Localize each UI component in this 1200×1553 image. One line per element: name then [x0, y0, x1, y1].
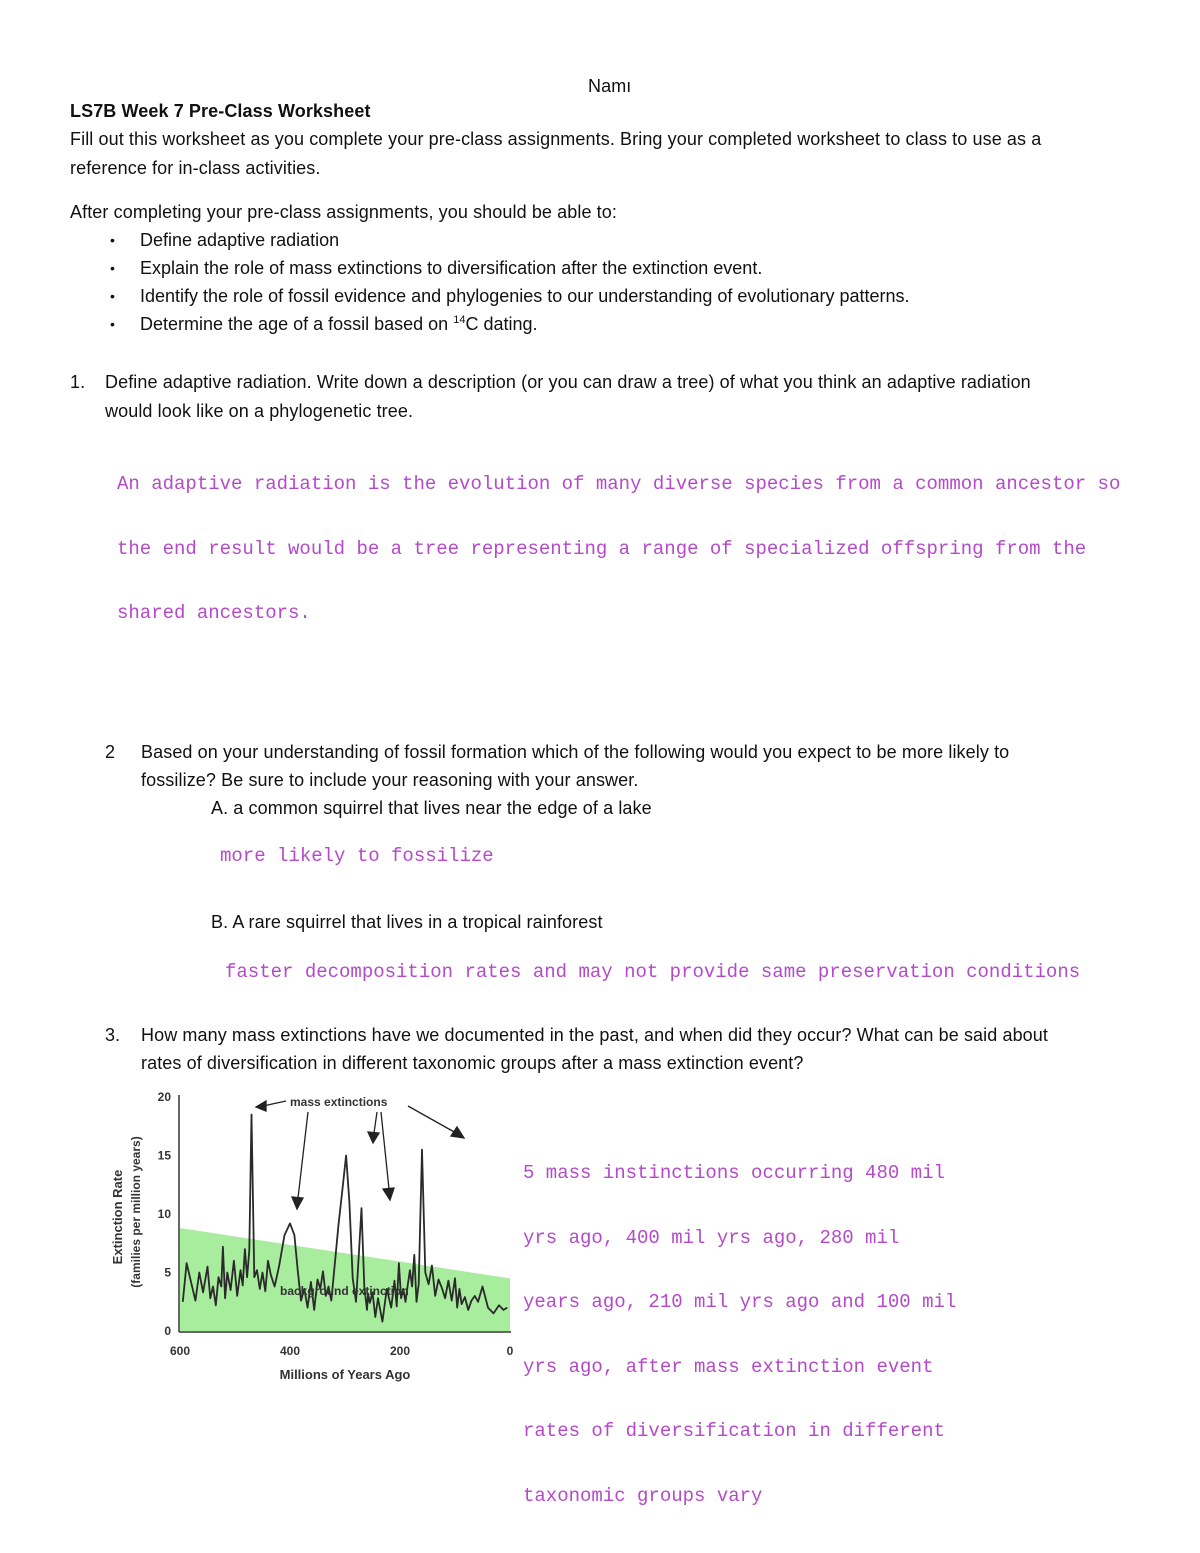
q2-answer-a[interactable]: more likely to fossilize [220, 845, 494, 867]
extinction-rate-chart [100, 1085, 530, 1390]
q1-line-1: Define adaptive radiation. Write down a description (or you can draw a tree) of what you think an adaptive radiation [105, 372, 1031, 392]
arrow-head [256, 1101, 266, 1111]
arrow-line [381, 1112, 389, 1189]
objective-item: • Determine the age of a fossil based on $^{14}$C dating. [110, 314, 538, 334]
arrow-head [368, 1132, 379, 1143]
y-tick-label: 15 [157, 1148, 171, 1163]
x-tick-labels [170, 1344, 514, 1358]
y-tick-label: 0 [164, 1324, 171, 1338]
q2-line-2: fossilize? Be sure to include your reasoning with your answer. [141, 770, 639, 790]
background-extinction-label: background extinction [280, 1284, 409, 1298]
objective-item: • Explain the role of mass extinctions to diversification after the extinction event. [110, 258, 763, 278]
y-tick-labels [158, 1090, 172, 1338]
y-axis-sublabel: (families per million years) [129, 1136, 143, 1288]
y-tick-label: 5 [164, 1265, 171, 1280]
x-tick-label: 200 [389, 1344, 411, 1358]
arrow-head [383, 1188, 394, 1200]
mass-extinctions-label: mass extinctions [290, 1095, 388, 1109]
q2-line-1: Based on your understanding of fossil formation which of the following would you expect to be more likely to [141, 742, 1010, 762]
q1-answer[interactable]: An adaptive radiation is the evolution of many diverse species from a common ancestor so the end result would be a tree representing a range of specialized offspring from the shared ancestors. [117, 473, 1121, 624]
objective-item: • Identify the role of fossil evidence and phylogenies to our understanding of evolutionary patterns. [110, 286, 910, 306]
arrow-line [408, 1106, 456, 1133]
q3-answer[interactable]: 5 mass instinctions occurring 480 mil yrs ago, 400 mil yrs ago, 280 mil years ago, 210 mil yrs ago and 100 mil yrs ago, after mass extinction event rates of diversification in different taxonomic groups vary [523, 1162, 957, 1507]
intro-line-2: reference for in-class activities. [70, 158, 321, 178]
y-tick-label: 10 [157, 1207, 171, 1221]
q1-number: 1. [70, 372, 86, 392]
name-label: Namı [588, 76, 632, 96]
worksheet-title: LS7B Week 7 Pre-Class Worksheet [70, 101, 371, 121]
q2-answer-b[interactable]: faster decomposition rates and may not provide same preservation conditions [225, 961, 1081, 983]
objectives-heading: After completing your pre-class assignments, you should be able to: [70, 202, 617, 222]
q3-number: 3. [105, 1025, 121, 1045]
mass-extinction-arrows [256, 1101, 464, 1209]
q2-option-a: A. a common squirrel that lives near the edge of a lake [211, 798, 652, 818]
x-tick-label: 0 [506, 1344, 514, 1358]
arrow-head [451, 1127, 464, 1138]
y-axis-label: Extinction Rate [110, 1169, 125, 1265]
arrow-line [374, 1112, 377, 1133]
q3-line-2: rates of diversification in different taxonomic groups after a mass extinction event? [141, 1053, 804, 1073]
x-axis-label: Millions of Years Ago [279, 1367, 411, 1382]
y-tick-label: 20 [157, 1090, 171, 1104]
x-tick-label: 400 [279, 1344, 301, 1358]
q1-line-2: would look like on a phylogenetic tree. [105, 401, 414, 421]
q2-number: 2 [105, 742, 116, 762]
arrow-head [292, 1197, 303, 1209]
x-tick-label: 600 [169, 1344, 191, 1358]
q3-line-1: How many mass extinctions have we documented in the past, and when did they occur? What can be said about [141, 1025, 1049, 1045]
arrow-line [298, 1112, 308, 1198]
objective-item: • Define adaptive radiation [110, 230, 340, 250]
q2-option-b: B. A rare squirrel that lives in a tropical rainforest [211, 912, 603, 932]
objectives-list [70, 226, 1150, 338]
intro-line-1: Fill out this worksheet as you complete your pre-class assignments. Bring your completed worksheet to class to use as a [70, 129, 1042, 149]
